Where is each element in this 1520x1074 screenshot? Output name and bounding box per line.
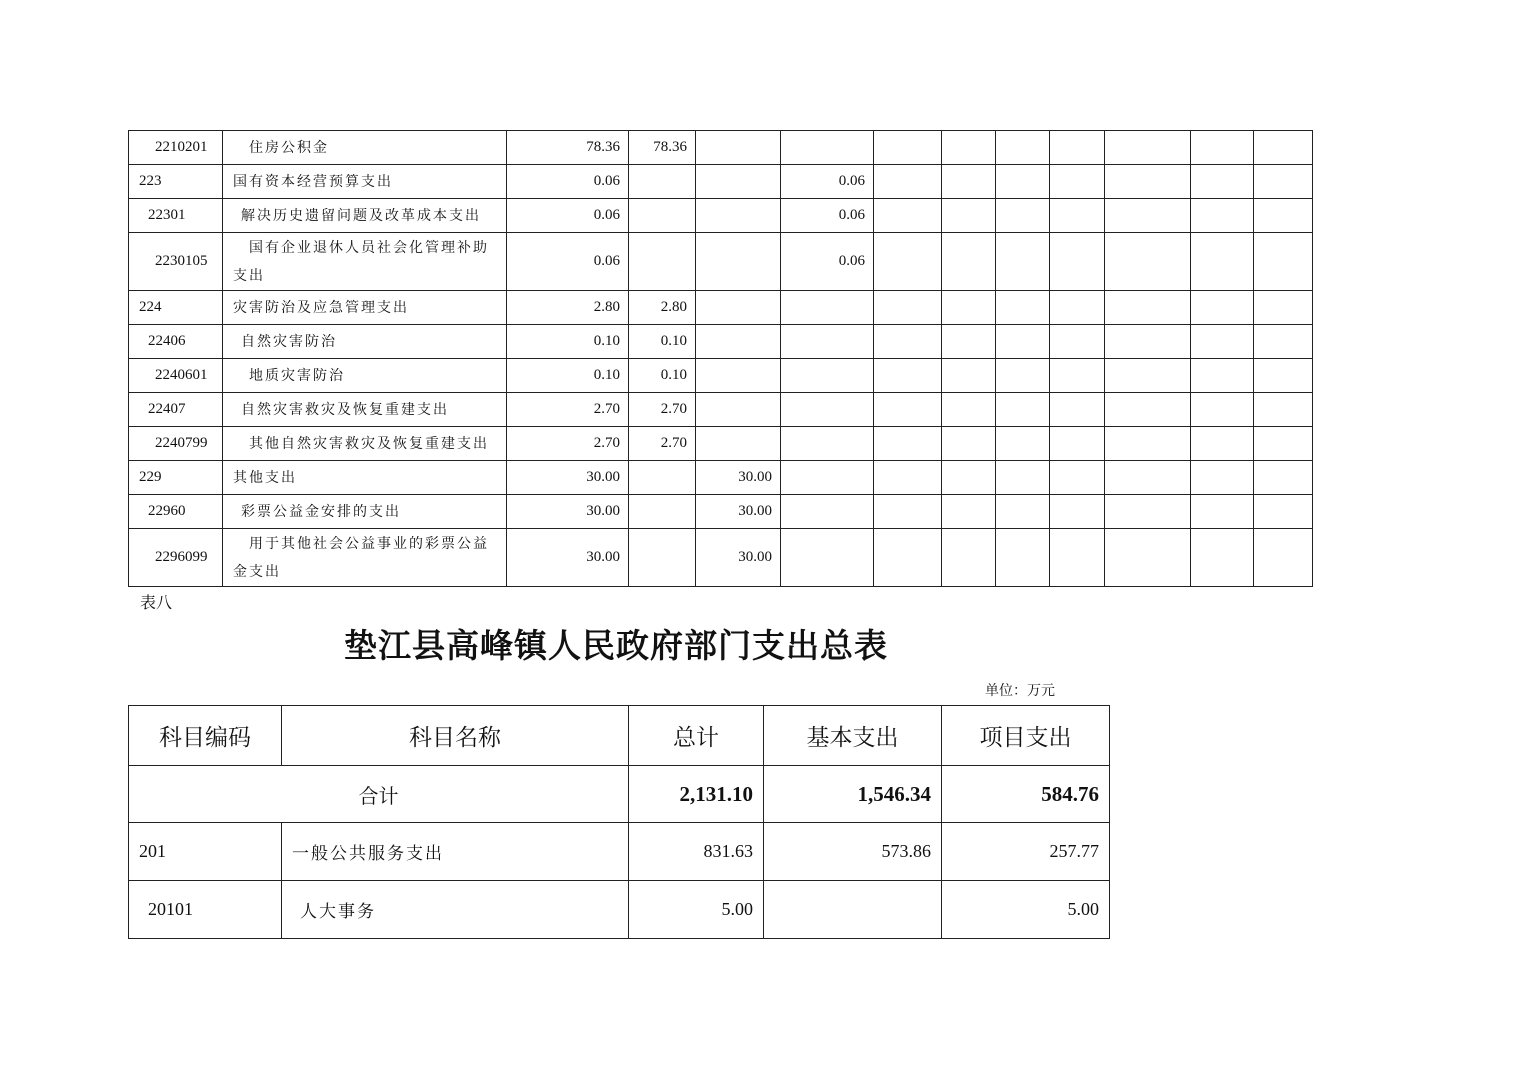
summary-project: 584.76 — [942, 766, 1110, 823]
basic-value: 573.86 — [764, 823, 942, 881]
empty-cell — [1050, 199, 1105, 233]
empty-cell — [1254, 291, 1313, 325]
header-project-expenditure: 项目支出 — [942, 706, 1110, 766]
total-value: 0.06 — [507, 199, 629, 233]
subject-code: 2210201 — [129, 131, 223, 165]
state-capital-value — [781, 359, 874, 393]
empty-cell — [1050, 131, 1105, 165]
state-capital-value: 0.06 — [781, 165, 874, 199]
empty-cell — [1254, 359, 1313, 393]
empty-cell — [1191, 325, 1254, 359]
empty-cell — [1191, 461, 1254, 495]
subject-name: 灾害防治及应急管理支出 — [223, 291, 507, 325]
basic-value: 78.36 — [629, 131, 696, 165]
subject-code: 22960 — [129, 495, 223, 529]
basic-value: 0.10 — [629, 325, 696, 359]
project-value: 30.00 — [696, 495, 781, 529]
total-value: 0.10 — [507, 359, 629, 393]
empty-cell — [1050, 233, 1105, 291]
subject-code: 2230105 — [129, 233, 223, 291]
subject-name: 国有企业退休人员社会化管理补助支出 — [223, 233, 507, 291]
project-value — [696, 359, 781, 393]
total-value: 0.10 — [507, 325, 629, 359]
subject-name: 一般公共服务支出 — [282, 823, 629, 881]
basic-value — [629, 165, 696, 199]
table-row — [129, 233, 1313, 291]
subject-code: 20101 — [129, 881, 282, 939]
state-capital-value — [781, 325, 874, 359]
table-row — [129, 325, 1313, 359]
empty-cell — [942, 291, 996, 325]
empty-cell — [1050, 165, 1105, 199]
table-number-label: 表八 — [140, 593, 173, 612]
empty-cell — [1105, 165, 1191, 199]
basic-value: 2.80 — [629, 291, 696, 325]
table-row — [129, 823, 1110, 881]
empty-cell — [942, 233, 996, 291]
empty-cell — [942, 165, 996, 199]
empty-cell — [874, 165, 942, 199]
empty-cell — [1050, 393, 1105, 427]
empty-cell — [874, 529, 942, 587]
empty-cell — [996, 199, 1050, 233]
basic-value — [764, 881, 942, 939]
empty-cell — [874, 359, 942, 393]
total-value: 2.70 — [507, 427, 629, 461]
total-value: 30.00 — [507, 495, 629, 529]
subject-code: 224 — [129, 291, 223, 325]
empty-cell — [942, 529, 996, 587]
state-capital-value — [781, 461, 874, 495]
empty-cell — [1105, 529, 1191, 587]
header-subject-name: 科目名称 — [282, 706, 629, 766]
table-row — [129, 291, 1313, 325]
empty-cell — [1105, 131, 1191, 165]
empty-cell — [1191, 495, 1254, 529]
subject-name: 住房公积金 — [223, 131, 507, 165]
subject-name: 解决历史遗留问题及改革成本支出 — [223, 199, 507, 233]
table-row — [129, 393, 1313, 427]
empty-cell — [1105, 325, 1191, 359]
total-value: 30.00 — [507, 529, 629, 587]
empty-cell — [1254, 427, 1313, 461]
empty-cell — [996, 461, 1050, 495]
state-capital-value — [781, 529, 874, 587]
empty-cell — [1105, 291, 1191, 325]
empty-cell — [996, 359, 1050, 393]
empty-cell — [996, 529, 1050, 587]
unit-label: 单位：万元 — [985, 683, 1055, 699]
empty-cell — [874, 233, 942, 291]
empty-cell — [874, 427, 942, 461]
empty-cell — [1050, 325, 1105, 359]
empty-cell — [1050, 529, 1105, 587]
table-row — [129, 199, 1313, 233]
empty-cell — [1105, 199, 1191, 233]
department-expenditure-summary-table — [128, 705, 1110, 939]
empty-cell — [942, 427, 996, 461]
empty-cell — [1191, 359, 1254, 393]
empty-cell — [942, 131, 996, 165]
empty-cell — [996, 131, 1050, 165]
empty-cell — [996, 393, 1050, 427]
empty-cell — [996, 165, 1050, 199]
subject-code: 22406 — [129, 325, 223, 359]
empty-cell — [874, 199, 942, 233]
empty-cell — [1254, 529, 1313, 587]
empty-cell — [1254, 495, 1313, 529]
table-row — [129, 165, 1313, 199]
subject-name: 地质灾害防治 — [223, 359, 507, 393]
subject-code: 2240601 — [129, 359, 223, 393]
project-value — [696, 427, 781, 461]
state-capital-value: 0.06 — [781, 199, 874, 233]
empty-cell — [1254, 165, 1313, 199]
empty-cell — [874, 393, 942, 427]
empty-cell — [1191, 131, 1254, 165]
subject-name: 其他自然灾害救灾及恢复重建支出 — [223, 427, 507, 461]
empty-cell — [1105, 393, 1191, 427]
subject-code: 22301 — [129, 199, 223, 233]
empty-cell — [942, 495, 996, 529]
total-value: 2.80 — [507, 291, 629, 325]
empty-cell — [1105, 495, 1191, 529]
empty-cell — [942, 359, 996, 393]
state-capital-value: 0.06 — [781, 233, 874, 291]
table-header-row — [129, 706, 1110, 766]
empty-cell — [1254, 131, 1313, 165]
basic-value — [629, 199, 696, 233]
table-row — [129, 359, 1313, 393]
empty-cell — [1105, 427, 1191, 461]
empty-cell — [942, 325, 996, 359]
project-value — [696, 291, 781, 325]
project-value — [696, 233, 781, 291]
project-value: 257.77 — [942, 823, 1110, 881]
subject-name: 自然灾害救灾及恢复重建支出 — [223, 393, 507, 427]
empty-cell — [874, 495, 942, 529]
basic-value: 2.70 — [629, 393, 696, 427]
subject-code: 201 — [129, 823, 282, 881]
state-capital-value — [781, 393, 874, 427]
summary-row — [129, 766, 1110, 823]
total-value: 0.06 — [507, 233, 629, 291]
basic-value — [629, 529, 696, 587]
project-value: 30.00 — [696, 461, 781, 495]
table-row — [129, 427, 1313, 461]
empty-cell — [1105, 233, 1191, 291]
subject-code: 229 — [129, 461, 223, 495]
empty-cell — [1191, 199, 1254, 233]
header-total: 总计 — [629, 706, 764, 766]
summary-label: 合计 — [129, 766, 629, 823]
empty-cell — [996, 325, 1050, 359]
empty-cell — [1254, 325, 1313, 359]
subject-name: 国有资本经营预算支出 — [223, 165, 507, 199]
empty-cell — [1254, 199, 1313, 233]
empty-cell — [1050, 291, 1105, 325]
total-value: 30.00 — [507, 461, 629, 495]
state-capital-value — [781, 427, 874, 461]
table-row — [129, 881, 1110, 939]
subject-code: 223 — [129, 165, 223, 199]
empty-cell — [1050, 427, 1105, 461]
state-capital-value — [781, 131, 874, 165]
subject-name: 自然灾害防治 — [223, 325, 507, 359]
basic-value — [629, 233, 696, 291]
empty-cell — [1254, 233, 1313, 291]
total-value: 0.06 — [507, 165, 629, 199]
project-value — [696, 199, 781, 233]
empty-cell — [1254, 461, 1313, 495]
empty-cell — [1050, 359, 1105, 393]
subject-name: 其他支出 — [223, 461, 507, 495]
basic-value — [629, 495, 696, 529]
empty-cell — [942, 393, 996, 427]
empty-cell — [996, 233, 1050, 291]
empty-cell — [874, 325, 942, 359]
project-value — [696, 325, 781, 359]
state-capital-value — [781, 291, 874, 325]
empty-cell — [942, 199, 996, 233]
project-value: 5.00 — [942, 881, 1110, 939]
empty-cell — [1105, 359, 1191, 393]
project-value — [696, 393, 781, 427]
subject-name: 人大事务 — [282, 881, 629, 939]
empty-cell — [1191, 393, 1254, 427]
subject-name: 用于其他社会公益事业的彩票公益金支出 — [223, 529, 507, 587]
basic-value: 0.10 — [629, 359, 696, 393]
summary-total: 2,131.10 — [629, 766, 764, 823]
table-row — [129, 461, 1313, 495]
page-title: 垫江县高峰镇人民政府部门支出总表 — [344, 626, 888, 665]
empty-cell — [996, 427, 1050, 461]
empty-cell — [1191, 291, 1254, 325]
empty-cell — [1254, 393, 1313, 427]
total-value: 5.00 — [629, 881, 764, 939]
empty-cell — [1105, 461, 1191, 495]
empty-cell — [1191, 529, 1254, 587]
total-value: 831.63 — [629, 823, 764, 881]
empty-cell — [1191, 233, 1254, 291]
subject-code: 2240799 — [129, 427, 223, 461]
empty-cell — [1050, 495, 1105, 529]
state-capital-value — [781, 495, 874, 529]
empty-cell — [1050, 461, 1105, 495]
empty-cell — [1191, 427, 1254, 461]
empty-cell — [1191, 165, 1254, 199]
subject-code: 22407 — [129, 393, 223, 427]
empty-cell — [874, 131, 942, 165]
basic-value — [629, 461, 696, 495]
empty-cell — [874, 461, 942, 495]
subject-code: 2296099 — [129, 529, 223, 587]
summary-basic: 1,546.34 — [764, 766, 942, 823]
project-value — [696, 131, 781, 165]
empty-cell — [942, 461, 996, 495]
table-row — [129, 529, 1313, 587]
basic-value: 2.70 — [629, 427, 696, 461]
empty-cell — [996, 495, 1050, 529]
continued-expenditure-table — [128, 130, 1313, 587]
total-value: 78.36 — [507, 131, 629, 165]
empty-cell — [874, 291, 942, 325]
header-subject-code: 科目编码 — [129, 706, 282, 766]
header-basic-expenditure: 基本支出 — [764, 706, 942, 766]
project-value: 30.00 — [696, 529, 781, 587]
table-row — [129, 495, 1313, 529]
empty-cell — [996, 291, 1050, 325]
subject-name: 彩票公益金安排的支出 — [223, 495, 507, 529]
total-value: 2.70 — [507, 393, 629, 427]
project-value — [696, 165, 781, 199]
table-row — [129, 131, 1313, 165]
